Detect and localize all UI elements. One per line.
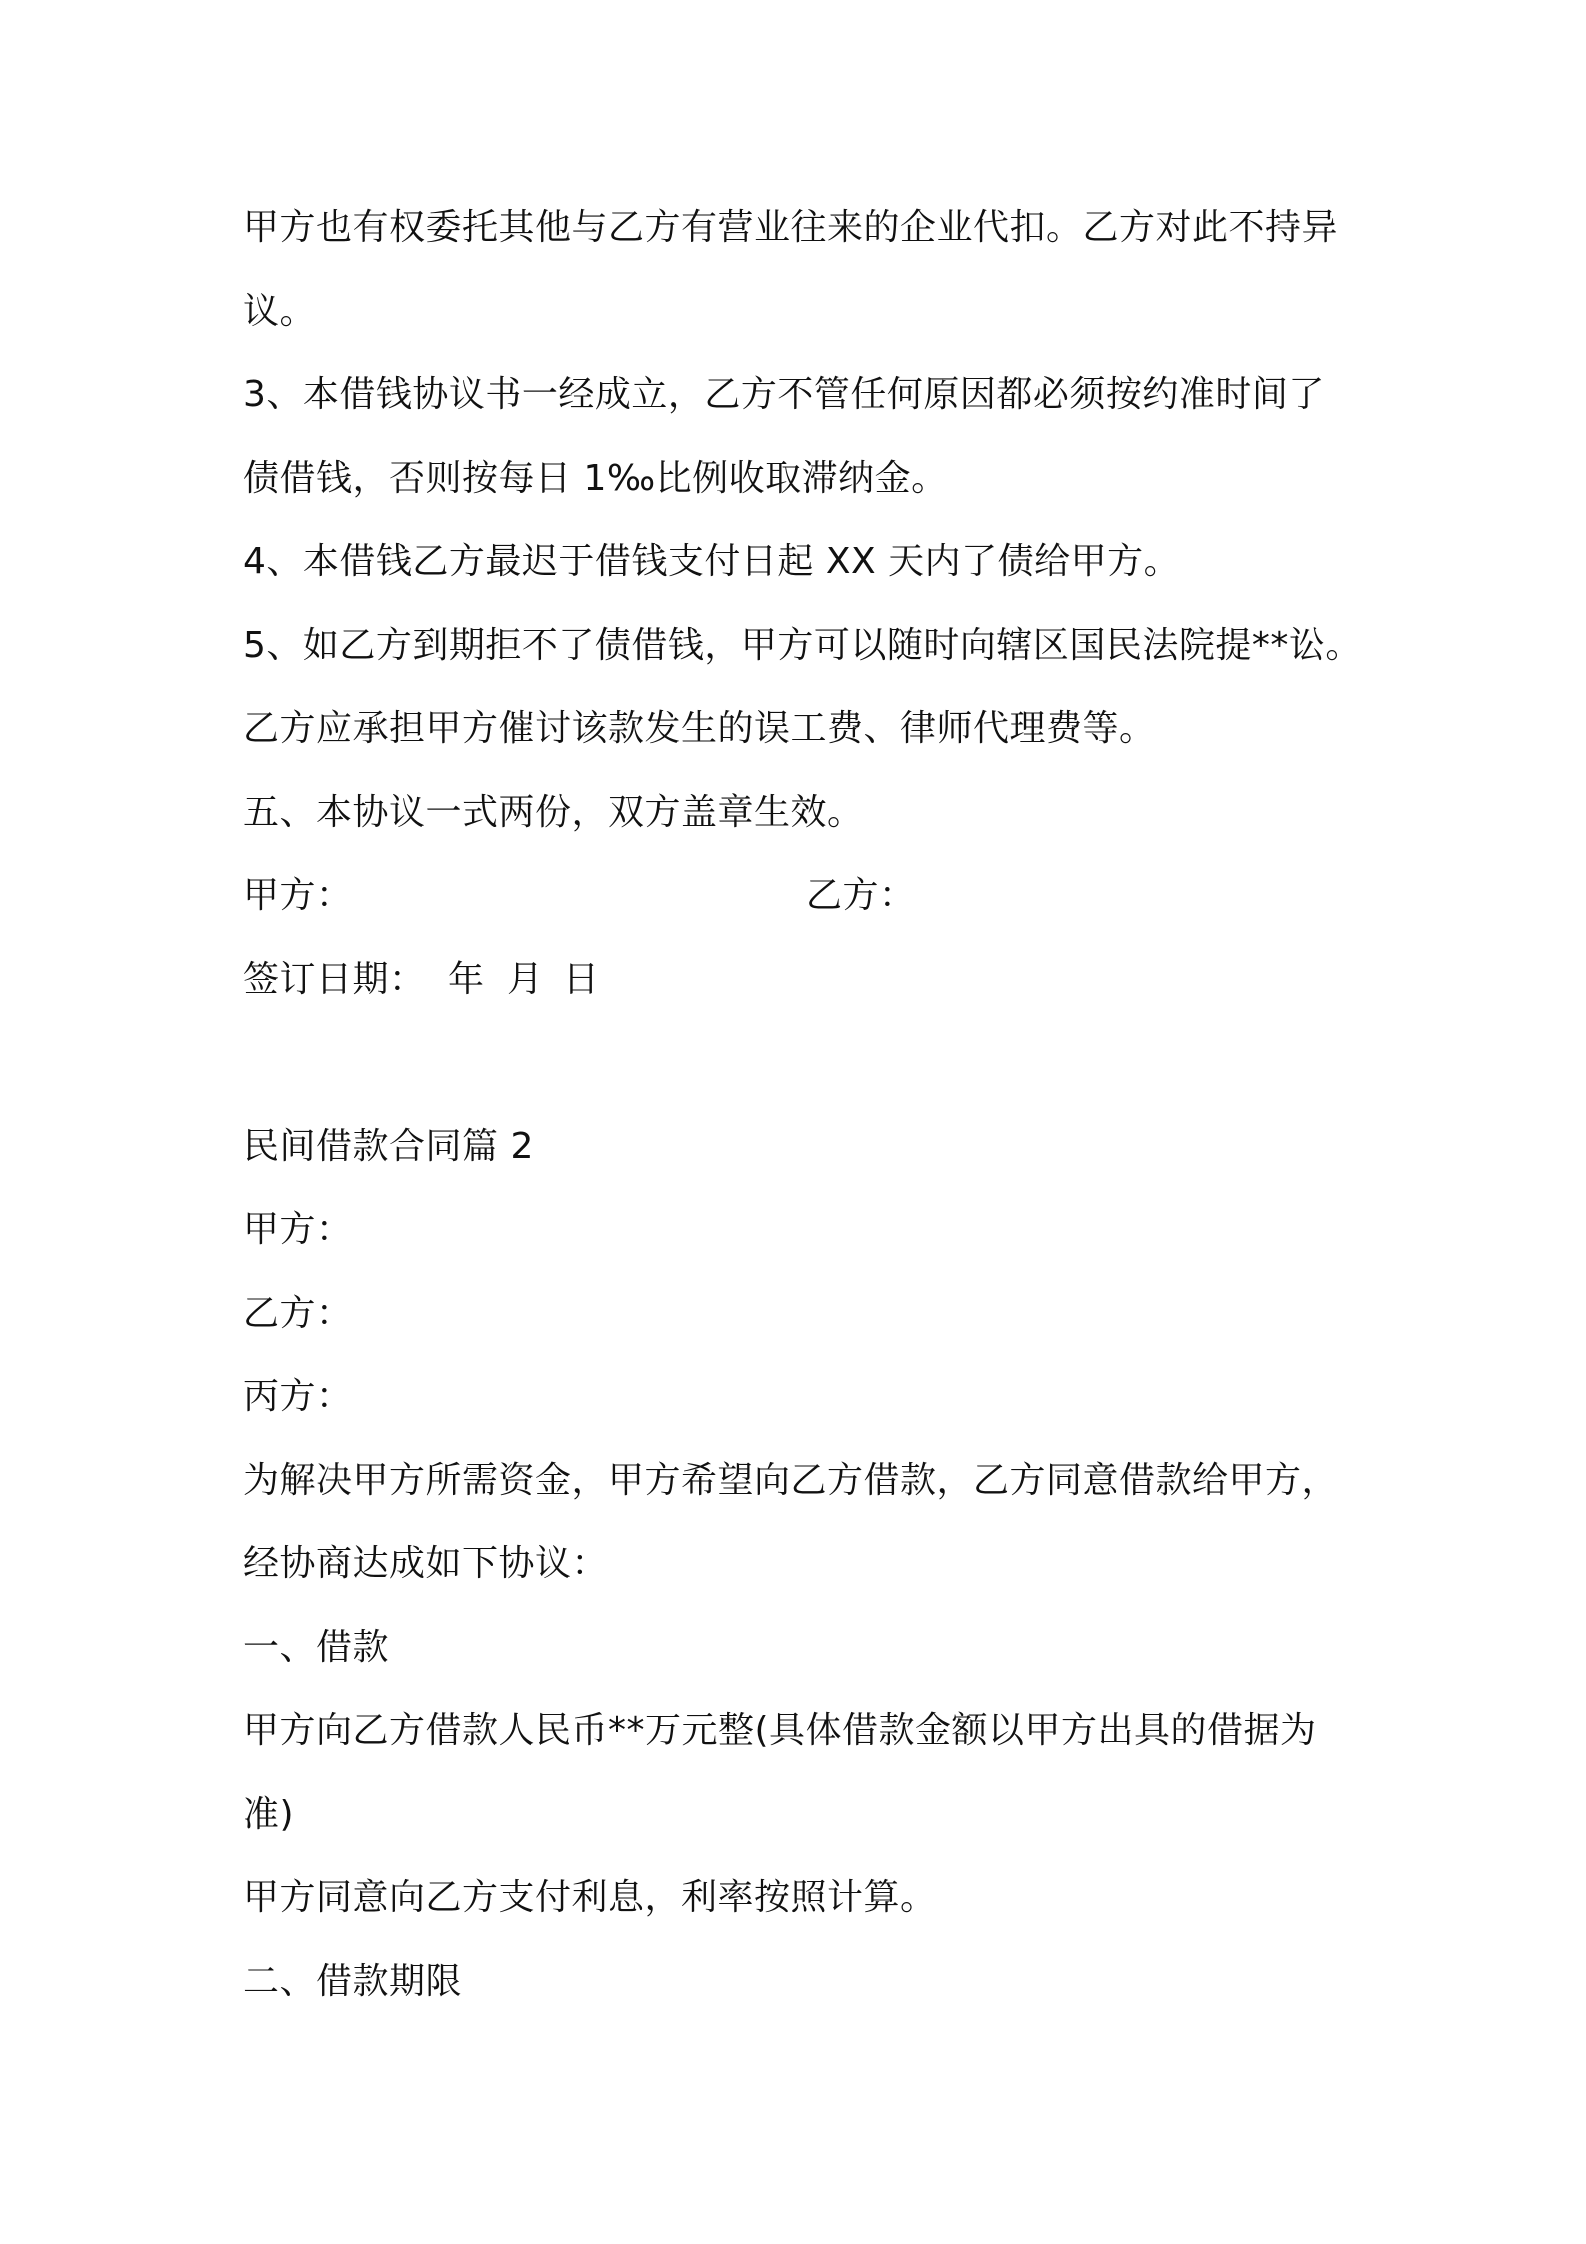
signing-date-row xyxy=(243,950,1403,1034)
clause-3-line: 债借钱，否则按每日 1‰比例收取滞纳金。 xyxy=(243,457,948,499)
clause-4: 4、本借钱乙方最迟于借钱支付日起 XX 天内了债给甲方。 xyxy=(243,541,1181,582)
section-five: 五、本协议一式两份，双方盖章生效。 xyxy=(243,791,864,833)
party-c-label: 丙方： xyxy=(243,1376,353,1417)
signature-row xyxy=(243,866,1403,950)
spacer xyxy=(243,1033,1403,1117)
section-title: 民间借款合同篇 2 xyxy=(243,1125,534,1167)
intro-line: 为解决甲方所需资金，甲方希望向乙方借款，乙方同意借款给甲方， xyxy=(243,1459,1339,1501)
clause-3-line: 3、本借钱协议书一经成立，乙方不管任何原因都必须按约准时间了 xyxy=(243,374,1325,415)
heading-loan: 一、借款 xyxy=(243,1626,390,1668)
date-month: 月 xyxy=(507,958,544,1000)
interest-clause: 甲方同意向乙方支付利息，利率按照计算。 xyxy=(243,1877,937,1918)
clause-5-line: 5、如乙方到期拒不了债借钱，甲方可以随时向辖区国民法院提**讼。 xyxy=(243,624,1362,666)
paragraph-line: 甲方也有权委托其他与乙方有营业往来的企业代扣。乙方对此不持异 xyxy=(243,207,1339,248)
intro-line: 经协商达成如下协议： xyxy=(243,1543,609,1584)
party-b-label: 乙方： xyxy=(243,1292,353,1334)
party-b-signature-label: 乙方： xyxy=(806,875,916,916)
signing-date-label: 签订日期： xyxy=(243,958,426,1000)
party-a-label: 甲方： xyxy=(243,1209,353,1250)
loan-line: 准) xyxy=(243,1793,295,1835)
heading-term: 二、借款期限 xyxy=(243,1960,463,2002)
paragraph-line: 议。 xyxy=(243,290,317,332)
date-day: 日 xyxy=(563,958,600,1000)
party-a-signature-label: 甲方： xyxy=(243,875,353,916)
clause-5-line: 乙方应承担甲方催讨该款发生的误工费、律师代理费等。 xyxy=(243,708,1156,749)
loan-line: 甲方向乙方借款人民币**万元整(具体借款金额以甲方出具的借据为 xyxy=(243,1710,1317,1751)
document-body xyxy=(243,198,1403,2035)
date-year: 年 xyxy=(448,958,485,1000)
